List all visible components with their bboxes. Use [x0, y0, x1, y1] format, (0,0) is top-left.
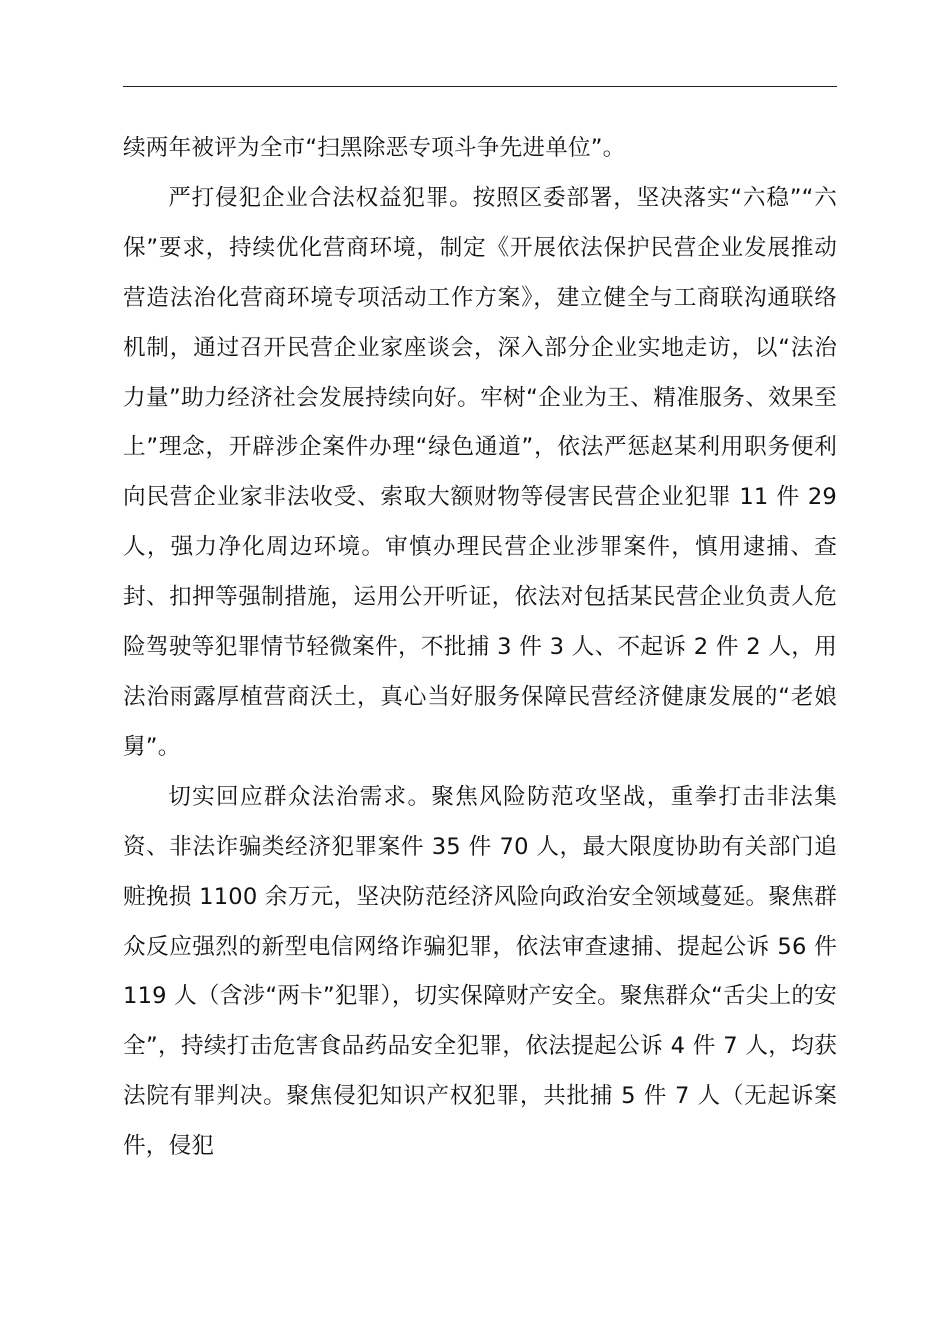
paragraph-public-needs: 切实回应群众法治需求。聚焦风险防范攻坚战，重拳打击非法集资、非法诈骗类经济犯罪案件 35 件 70 人，最大限度协助有关部门追赃挽损 1100 余万元，坚决防范经济风险向政治安全领域蔓延。聚焦群众反应强烈的新型电信网络诈骗犯罪，依法审查逮捕、提起公诉 56 件 119 人（含涉“两卡”犯罪），切实保障财产安全。聚焦群众“舌尖上的安全”，持续打击危害食品药品安全犯罪，依法提起公诉 4 件 7 人，均获法院有罪判决。聚焦侵犯知识产权犯罪，共批捕 5 件 7 人（无起诉案件，侵犯	[123, 783, 837, 1160]
document-body	[123, 124, 837, 1172]
paragraph-continuation: 续两年被评为全市“扫黑除恶专项斗争先进单位”。	[123, 135, 626, 161]
paragraph-enterprise-rights: 严打侵犯企业合法权益犯罪。按照区委部署，坚决落实“六稳”“六保”要求，持续优化营商环境，制定《开展依法保护民营企业发展推动营造法治化营商环境专项活动工作方案》，建立健全与工商联沟通联络机制，通过召开民营企业家座谈会，深入部分企业实地走访，以“法治力量”助力经济社会发展持续向好。牢树“企业为王、精准服务、效果至上”理念，开辟涉企案件办理“绿色通道”，依法严惩赵某利用职务便利向民营企业家非法收受、索取大额财物等侵害民营企业犯罪 11 件 29 人，强力净化周边环境。审慎办理民营企业涉罪案件，慎用逮捕、查封、扣押等强制措施，运用公开听证，依法对包括某民营企业负责人危险驾驶等犯罪情节轻微案件，不批捕 3 件 3 人、不起诉 2 件 2 人，用法治雨露厚植营商沃土，真心当好服务保障民营经济健康发展的“老娘舅”。	[123, 184, 837, 760]
header-rule	[123, 86, 837, 87]
